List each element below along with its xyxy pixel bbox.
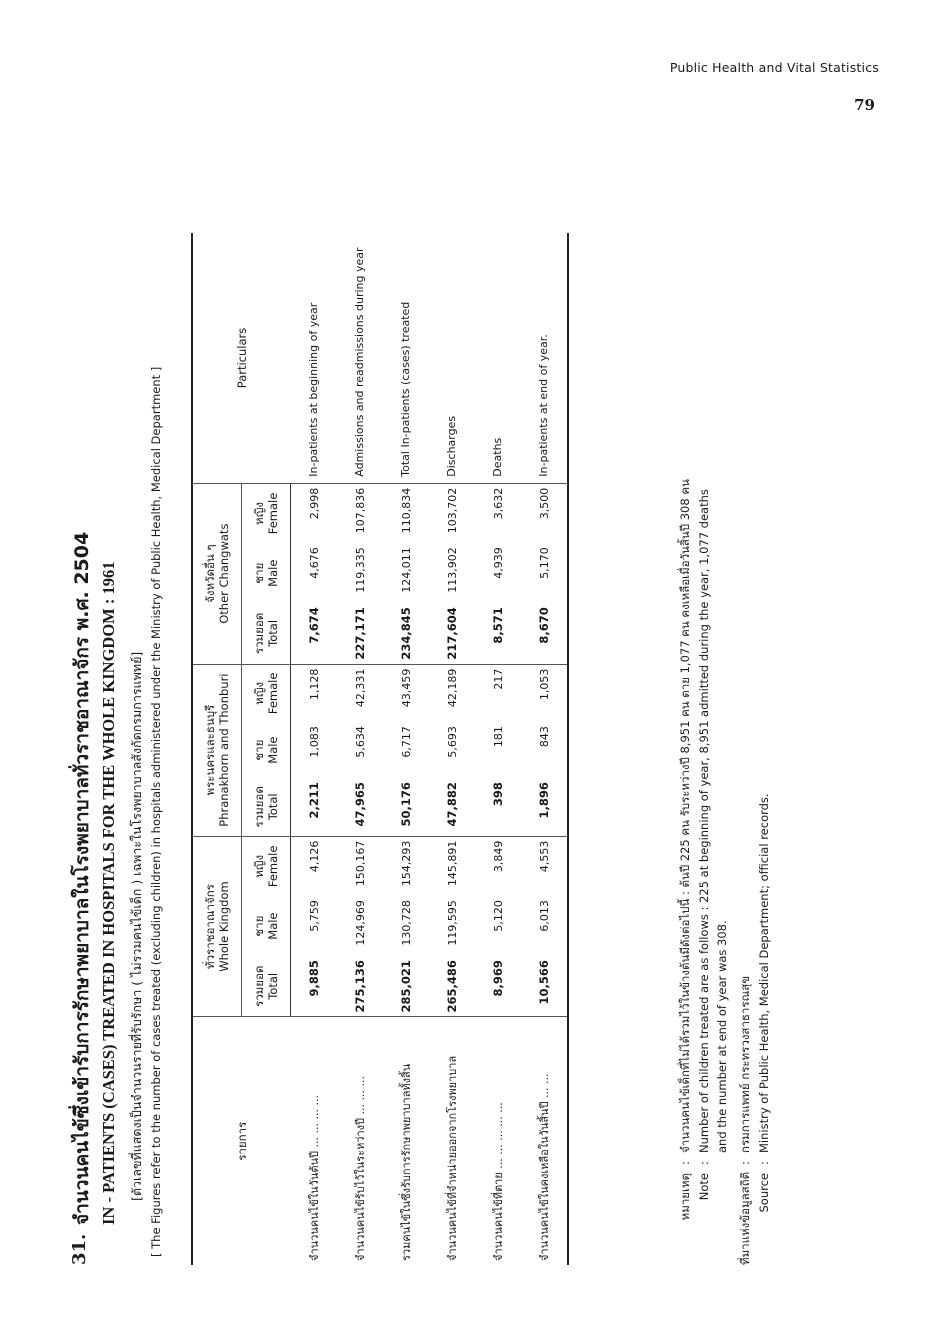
table-cell: 47,965 (353, 782, 367, 827)
table-cell: 145,891 (429, 836, 475, 896)
row-label-thai: จำนวนคนไข้ในคงเหลือในวันสิ้นปี ... ... (521, 1017, 568, 1265)
row-label-thai: จำนวนคนไข้ในวันต้นปี ... ... ... ... (291, 1017, 338, 1265)
table-cell: 843 (521, 722, 568, 778)
table-cell: 1,053 (521, 664, 568, 722)
table-cell: 181 (491, 726, 505, 748)
row-label-thai: จำนวนคนไข้ที่ตาย ... ... ... ... ... (475, 1017, 521, 1265)
title-thai: จำนวนคนไข้ซึ่งเข้ารับการรักษาพยาบาลในโรงพยาบาลทั่วราชอาณาจักร พ.ศ. 2504 (71, 531, 93, 1225)
row-label-english: In-patients at beginning of year (306, 302, 320, 477)
table-cell: 130,728 (399, 900, 413, 946)
table-cell: 10,566 (521, 956, 568, 1017)
row-label-english: In-patients at end of year. (521, 233, 568, 483)
table-row (291, 233, 338, 1265)
table-cell: 265,486 (445, 960, 459, 1013)
sub-header-male: ชาย Male (242, 896, 291, 956)
table-cell: 2,211 (307, 782, 321, 819)
table-cell: 275,136 (353, 960, 367, 1013)
group-header-phranakhorn: พระนครและธนบุรี Phranakhorn and Thonburi (192, 664, 242, 836)
table-cell: 1,896 (521, 778, 568, 836)
table-cell: 5,120 (491, 900, 505, 932)
table-cell: 7,674 (307, 607, 321, 644)
subtitle-english: [ The Figures refer to the number of cases treated (excluding children) in hospitals administered under the Ministry of Public Health, Medical Department ] (149, 366, 163, 1257)
inpatients-table (191, 233, 569, 1265)
table-cell: 5,634 (353, 726, 367, 758)
table-cell: 4,553 (521, 836, 568, 896)
group-header-row (192, 233, 242, 1265)
table-cell: 124,011 (399, 547, 413, 593)
table-row (475, 233, 521, 1265)
table-row (429, 233, 475, 1265)
row-label-english: Total In-patients (cases) treated (398, 301, 412, 477)
table-cell: 8,571 (491, 607, 505, 644)
running-title: Public Health and Vital Statistics (669, 60, 879, 75)
table-cell: 9,885 (307, 960, 321, 997)
title-english: IN - PATIENTS (CASES) TREATED IN HOSPITALS FOR THE WHOLE KINGDOM : 1961 (99, 561, 118, 1225)
table-cell: 150,167 (337, 836, 383, 896)
table-cell: 4,676 (307, 547, 321, 579)
sub-header-female: หญิง Female (242, 664, 291, 722)
row-label-english: Admissions and readmissions during year (352, 247, 366, 477)
table-cell: 1,083 (307, 726, 321, 758)
table-cell: 103,702 (429, 483, 475, 543)
table-row (383, 233, 429, 1265)
table-cell: 113,902 (445, 547, 459, 593)
row-label-english: Deaths (490, 437, 504, 477)
table-cell: 42,331 (337, 664, 383, 722)
table-cell: 6,717 (399, 726, 413, 758)
table-cell: 42,189 (429, 664, 475, 722)
particulars-column-header: Particulars (192, 233, 291, 483)
table-cell: 234,845 (399, 607, 413, 660)
subtitle-thai: [ตัวเลขที่แสดงเป็นจำนวนรายที่รับรักษา ( ไม่รวมคนไข้เด็ก ) เฉพาะในโรงพยาบาลสังกัดกรมการแพทย์] (129, 651, 144, 1201)
table-cell: 5,693 (445, 726, 459, 758)
table-cell: 227,171 (353, 607, 367, 660)
sub-header-female: หญิง Female (242, 483, 291, 543)
note-english: Note:Number of children treated are as follows : 225 at beginning of year, 8,951 admitted during the year, 1,077 deaths (697, 489, 711, 1201)
sub-header-female: หญิง Female (242, 836, 291, 896)
table-number: 31. (69, 1233, 90, 1265)
table-row (521, 233, 568, 1265)
table-cell: 8,969 (491, 960, 505, 997)
table-cell: 154,293 (383, 836, 429, 896)
table-cell: 1,128 (291, 664, 338, 722)
table-cell: 50,176 (399, 782, 413, 827)
table-cell: 119,335 (353, 547, 367, 593)
row-label-english: Discharges (444, 415, 458, 477)
table-cell: 119,595 (445, 900, 459, 946)
group-header-whole-kingdom: ทั่วราชอาณาจักร Whole Kingdom (192, 836, 242, 1017)
sub-header-male: ชาย Male (242, 543, 291, 603)
table-cell: 110,834 (383, 483, 429, 543)
table-row (337, 233, 383, 1265)
table-cell: 43,459 (383, 664, 429, 722)
sub-header-total: รวมยอด Total (242, 778, 291, 836)
page-number: 79 (854, 96, 875, 114)
table-cell: 124,969 (353, 900, 367, 946)
sub-header-total: รวมยอด Total (242, 603, 291, 664)
group-header-other-changwats: จังหวัดอื่น ๆ Other Changwats (192, 483, 242, 664)
note-english-continued: and the number at end of year was 308. (715, 920, 729, 1153)
table-cell: 2,998 (291, 483, 338, 543)
table-cell: 217 (475, 664, 521, 722)
table-cell: 47,882 (445, 782, 459, 827)
table-cell: 5,170 (521, 543, 568, 603)
table-cell: 107,836 (337, 483, 383, 543)
table-cell: 6,013 (521, 896, 568, 956)
remark-thai: หมายเหตุ:จำนวนคนไข้เด็กที่ไม่ได้รวมไว้ในข้างต้นมีดังต่อไปนี้ : ต้นปี 225 คน รับระหว่างปี 8,951 คน ตาย 1,077 คน คงเหลือเมื่อวันสิ้นปี 308 คน (678, 479, 692, 1221)
source-english: Source:Ministry of Public Health, Medical Department; official records. (757, 793, 771, 1213)
table-cell: 3,500 (521, 483, 568, 543)
rotated-page-content (65, 65, 785, 1265)
row-label-thai: จำนวนคนไข้ที่จำหน่ายออกจากโรงพยาบาล (429, 1017, 475, 1265)
sub-header-male: ชาย Male (242, 722, 291, 778)
table-cell: 5,759 (307, 900, 321, 932)
source-thai: ที่มาแห่งข้อมูลสถิติ:กรมการแพทย์ กระทรวงสาธารณสุข (738, 975, 752, 1265)
row-label-thai: จำนวนคนไข้รับไว้ในระหว่างปี ... ... ... (337, 1017, 383, 1265)
table-cell: 217,604 (445, 607, 459, 660)
table-cell: 4,939 (491, 547, 505, 579)
row-label-thai: รวมคนไข้ในซึ่งรับการรักษาพยาบาลทั้งสิ้น (383, 1017, 429, 1265)
table-cell: 285,021 (399, 960, 413, 1013)
table-cell: 3,849 (475, 836, 521, 896)
table-cell: 4,126 (291, 836, 338, 896)
sub-header-total: รวมยอด Total (242, 956, 291, 1017)
table-cell: 8,670 (521, 603, 568, 664)
table-cell: 398 (491, 782, 505, 807)
label-column-header: รายการ (192, 1017, 291, 1265)
table-cell: 3,632 (475, 483, 521, 543)
